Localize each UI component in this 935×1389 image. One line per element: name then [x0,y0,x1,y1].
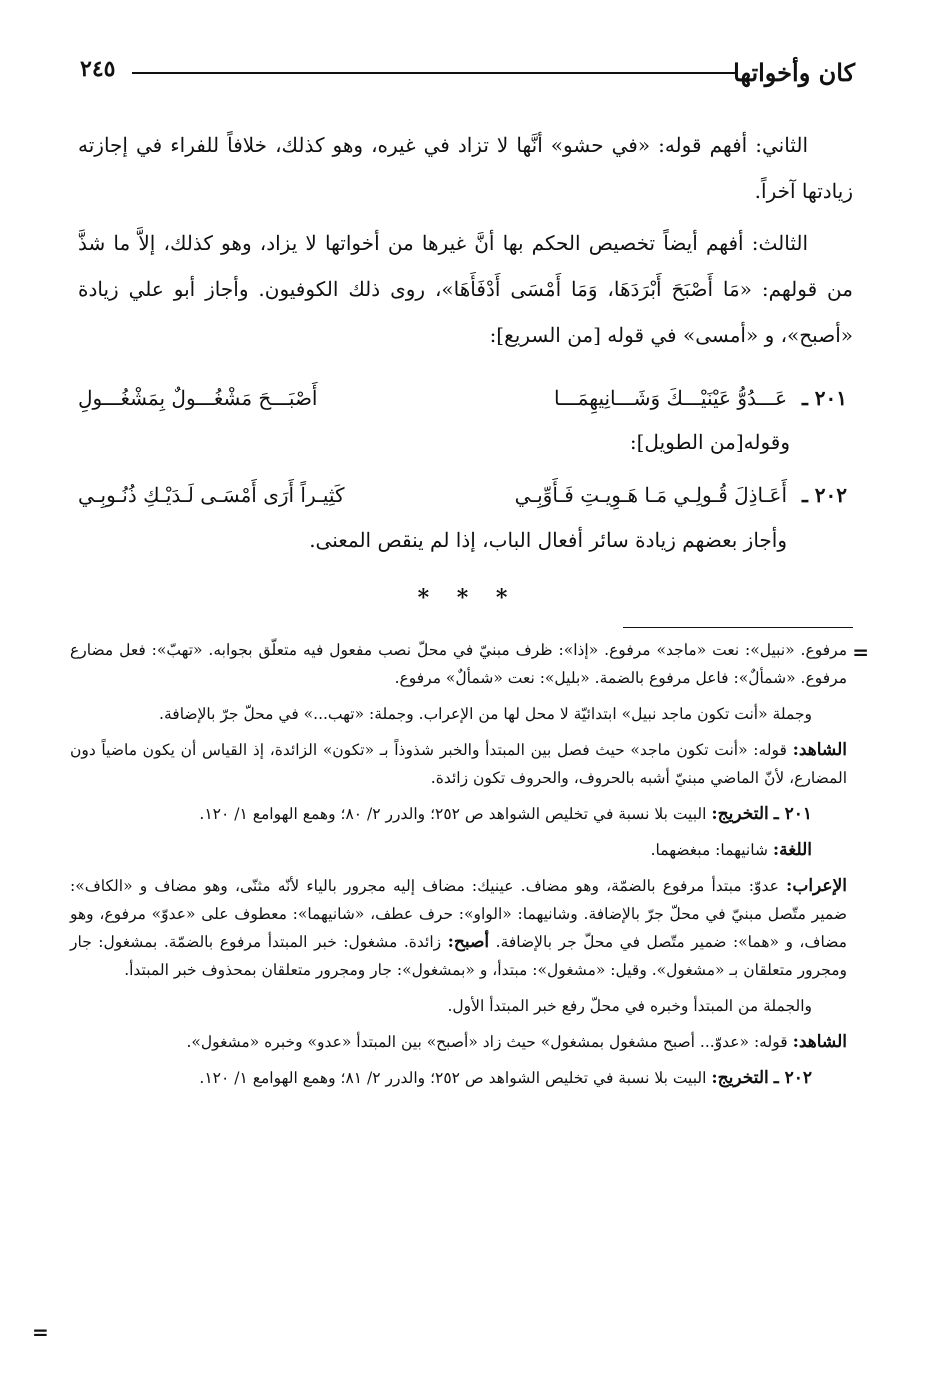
verse-number: ٢٠٢ ـ [801,483,847,507]
footnote-label: التخريج: [711,804,769,824]
footnote-rule [623,627,853,628]
footnote-label: الشاهد: [792,1032,847,1052]
footnote-label: أصبح: [447,932,490,952]
footnote-label: التخريج: [711,1068,769,1088]
verse-intro: وقوله[من الطويل]: [629,430,790,454]
closing-sentence: وأجاز بعضهم زيادة سائر أفعال الباب، إذا لم ينقص المعنى. [309,528,787,552]
footnote-text: عدوّ: مبتدأ مرفوع بالضمّة، وهو مضاف. عينيك: مضاف إليه مجرور بالياء لأنّه مثنّى، وهو مضاف و «الكاف»: ضمير متّصل مبنيّ في محلّ جرّ بالإضافة. وشانيهما: «الواو»: حرف عطف، «شانيهما»: معطوف على «عدوّ» مرفوع، وهو مضاف، و «هما»: ضمير متّصل في محلّ جر بالإضافة. [70,877,847,951]
footnote-takhrij-202 [70,1064,847,1092]
footnote-takhrij-201 [70,800,847,828]
main-text [78,122,853,364]
verse-first-hemistich: أَعَـاذِلَ قُـولِـي مَـا هَـوِيـتِ فَـأَوِّبِـي [514,483,787,507]
footnote-shahid-201 [70,1028,847,1056]
continuation-mark: = [852,640,869,664]
running-header [80,54,855,92]
footnote-text: البيت بلا نسبة في تخليص الشواهد ص ٢٥٢؛ والدرر ٢/ ٨٠؛ وهمع الهوامع ١/ ١٢٠. [199,805,707,823]
section-separator: * * * [417,585,518,611]
verse-201 [78,386,847,426]
footnote-text: البيت بلا نسبة في تخليص الشواهد ص ٢٥٢؛ والدرر ٢/ ٨١؛ وهمع الهوامع ١/ ١٢٠. [199,1069,707,1087]
footnote-number: ٢٠٢ ـ [773,1068,812,1088]
header-rule [132,72,737,74]
footnote-text: وجملة «أنت تكون ماجد نبيل» ابتدائيّة لا محل لها من الإعراب. وجملة: «تهب...» في محلّ جرّ بالإضافة. [159,705,812,723]
paragraph-second: الثاني: أفهم قوله: «في حشو» أنَّها لا تزاد في غيره، وهو كذلك، خلافاً للفراء في إجازته زيادتها آخراً. [78,133,853,203]
footnote-text: قوله: «عدوّ... أصبح مشغول بمشغول» حيث زاد «أصبح» بين المبتدأ «عدو» وخبره «مشغول». [186,1033,788,1051]
footnote-text: شانيهما: مبغضهما. [650,841,768,859]
footnote-irab-201 [70,872,847,984]
chapter-title: كان وأخواتها [733,58,855,87]
footnote-text: والجملة من المبتدأ وخبره في محلّ رفع خبر المبتدأ الأول. [447,997,812,1015]
footnote-text: قوله: «أنت تكون ماجد» حيث فصل بين المبتدأ والخبر شذوذاً بـ «تكون» الزائدة، إذ القياس أن يكون ماضياً دون المضارع، لأنّ الماضي مبنيّ أشبه بالحروف، والحروف تكون زائدة. [70,741,847,787]
page-number: ٢٤٥ [80,56,116,82]
footnote-number: ٢٠١ ـ [773,804,812,824]
footnote-label: الإعراب: [786,876,847,896]
verse-second-hemistich: كَثِيـراً أَرَى أَمْسَـى لَـدَيْـكِ ذُنُـوبِـي [78,483,345,507]
footnote-text: مرفوع. «نبيل»: نعت «ماجد» مرفوع. «إذا»: ظرف مبنيّ في محلّ نصب مفعول فيه متعلّق بجوابه. «تهبّ»: فعل مضارع مرفوع. «شمألٌ»: فاعل مرفوع بالضمة. «بليل»: نعت «شمألٌ» مرفوع. [70,641,847,687]
footnote-label: اللغة: [772,840,812,860]
bottom-mark: = [32,1320,49,1344]
footnote-text: زائدة. مشغول: خبر المبتدأ مرفوع بالضمّة. بمشغول: جار ومجرور متعلقان بـ «مشغول». وقيل: «مشغول»: مبتدأ، و «بمشغول»: جار ومجرور متعلقان بمحذوف خبر المبتدأ. [70,933,847,979]
verse-202 [78,483,847,523]
paragraph-third: الثالث: أفهم أيضاً تخصيص الحكم بها أنَّ غيرها من أخواتها لا يزاد، وهو كذلك، إلاَّ ما شذَّ من قولهم: «مَا أَصْبَحَ أَبْرَدَهَا، وَمَا أَمْسَى أَدْفَأَهَا»، روى ذلك الكوفيون. وأجاز أبو علي زيادة «أصبح»، و «أمسى» في قوله [من السريع]: [78,231,853,347]
footnote-shahid-200 [70,736,847,792]
verse-first-hemistich: عَـــدُوُّ عَيْنَيْـــكَ وَشَـــانِيهِمَـــا [554,386,787,410]
footnote-lugha-201 [70,836,847,864]
footnote-label: الشاهد: [792,740,847,760]
footnotes [70,636,847,1100]
verse-second-hemistich: أَصْبَـــحَ مَشْغُـــولٌ بِمَشْغُـــولِ [78,386,318,410]
verse-number: ٢٠١ ـ [801,386,847,410]
